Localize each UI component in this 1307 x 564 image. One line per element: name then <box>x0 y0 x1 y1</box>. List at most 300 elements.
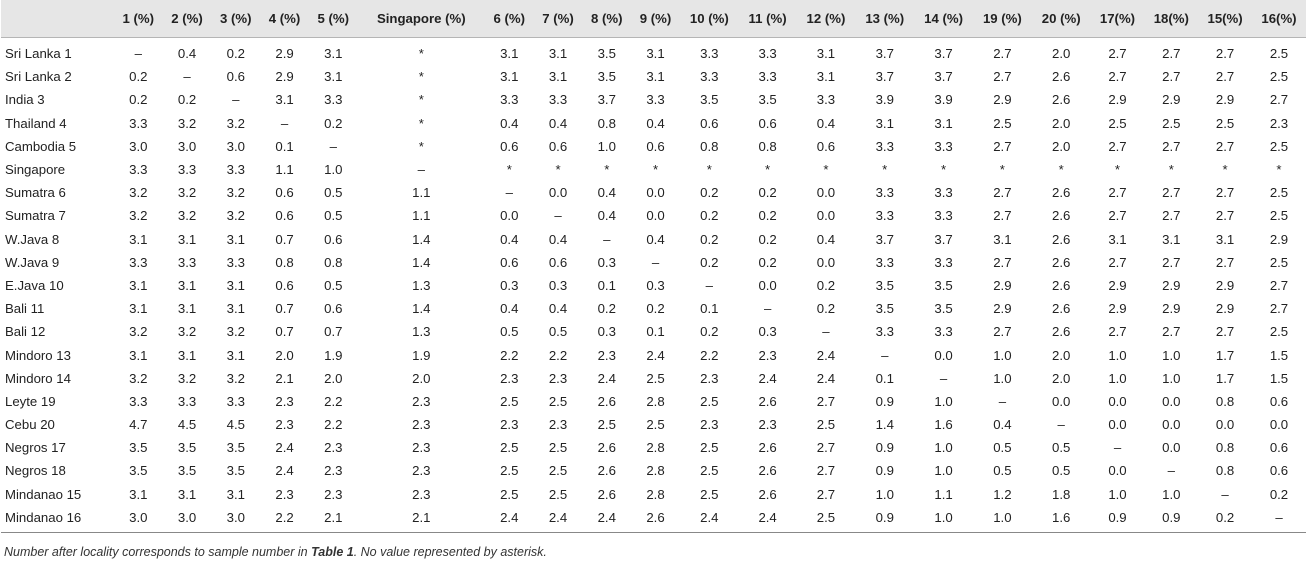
genetic-distance-table <box>1 0 1306 533</box>
table-cell: * <box>1168 162 1174 178</box>
table-cell: 3.3 <box>177 393 197 409</box>
table-cell: 2.5 <box>500 440 519 456</box>
table-cell: 2.4 <box>485 506 534 533</box>
table-cell: 3.5 <box>597 69 616 85</box>
table-cell: 0.2 <box>597 301 616 317</box>
table-cell: 0.2 <box>1269 486 1289 502</box>
table-cell: 3.2 <box>226 324 245 340</box>
table-cell: 3.3 <box>758 69 777 85</box>
table-cell: 3.3 <box>875 138 894 154</box>
table-cell: 3.1 <box>934 115 953 131</box>
table-cell: 2.7 <box>1108 324 1127 340</box>
table-cell: * <box>823 162 829 178</box>
table-row <box>1 204 1306 227</box>
table-cell: 2.5 <box>548 486 568 502</box>
column-header: 6 (%) <box>485 0 534 38</box>
table-cell: 3.3 <box>700 69 719 85</box>
table-cell: 2.6 <box>1052 254 1071 270</box>
table-cell: 3.2 <box>129 370 148 386</box>
table-cell: 2.7 <box>1108 185 1127 201</box>
table-cell: 2.7 <box>1108 138 1127 154</box>
table-row <box>1 413 1306 436</box>
table-cell: 1.4 <box>412 254 431 270</box>
table-cell: 2.6 <box>1052 208 1071 224</box>
table-cell: 2.7 <box>1269 277 1289 293</box>
table-cell: 0.6 <box>275 277 294 293</box>
row-locality-label: W.Java 9 <box>5 254 60 270</box>
table-cell: 2.5 <box>700 440 719 456</box>
row-locality-label: Cambodia 5 <box>5 138 77 154</box>
table-cell: 2.9 <box>1215 92 1235 108</box>
table-cell: 2.3 <box>412 417 431 433</box>
table-cell: 2.5 <box>1269 138 1289 154</box>
table-cell: 3.3 <box>177 162 197 178</box>
table-cell: 2.6 <box>1052 92 1071 108</box>
table-cell: 2.9 <box>1269 231 1289 247</box>
table-cell: – <box>998 393 1007 409</box>
table-row <box>1 38 1306 66</box>
table-cell: 3.3 <box>129 393 148 409</box>
table-cell: 0.2 <box>226 46 245 62</box>
table-cell: 0.4 <box>597 185 616 201</box>
table-cell: 2.9 <box>1162 92 1181 108</box>
table-cell: 2.8 <box>646 463 665 479</box>
table-row <box>1 158 1306 181</box>
table-cell: 0.8 <box>324 254 343 270</box>
table-cell: 2.9 <box>1215 277 1235 293</box>
table-cell: 2.5 <box>1269 185 1289 201</box>
header-locality <box>1 0 114 38</box>
table-cell: 2.3 <box>700 417 719 433</box>
table-cell: 3.3 <box>875 254 894 270</box>
table-cell: 1.0 <box>1162 486 1181 502</box>
table-cell: 2.0 <box>1052 115 1071 131</box>
table-cell: 3.3 <box>129 254 148 270</box>
row-locality-label: India 3 <box>5 92 45 108</box>
table-cell: 3.1 <box>324 69 343 85</box>
table-cell: 0.6 <box>500 138 519 154</box>
table-cell: 3.3 <box>700 46 719 62</box>
table-cell: * <box>1114 162 1121 178</box>
table-row <box>1 436 1306 459</box>
table-cell: 2.2 <box>500 347 519 363</box>
table-cell: 3.0 <box>163 506 212 533</box>
table-cell: 2.6 <box>758 463 777 479</box>
table-cell: 2.3 <box>412 486 431 502</box>
table-cell: 1.9 <box>324 347 343 363</box>
table-cell: 2.7 <box>993 208 1012 224</box>
table-cell: 2.3 <box>758 417 777 433</box>
table-cell: * <box>555 162 561 178</box>
table-cell: 2.3 <box>412 393 431 409</box>
table-cell: 3.1 <box>993 231 1012 247</box>
row-locality-label: Mindanao 15 <box>5 486 82 502</box>
table-cell: 2.4 <box>816 370 836 386</box>
table-cell: 2.7 <box>1162 254 1181 270</box>
table-reference-link[interactable]: Table 1 <box>311 545 354 559</box>
table-cell: 0.1 <box>875 370 894 386</box>
row-locality-label: Mindoro 13 <box>5 347 71 363</box>
table-cell: 2.4 <box>275 463 294 479</box>
table-cell: 0.3 <box>548 277 568 293</box>
table-cell: 4.5 <box>226 417 245 433</box>
table-cell: 3.2 <box>177 208 197 224</box>
table-cell: 2.5 <box>1108 115 1127 131</box>
row-locality-label: Sumatra 6 <box>5 185 66 201</box>
table-cell: 2.3 <box>275 486 294 502</box>
table-cell: * <box>999 162 1005 178</box>
table-cell: 2.3 <box>548 417 568 433</box>
table-cell: 0.3 <box>597 324 616 340</box>
table-cell: 2.7 <box>993 46 1012 62</box>
table-cell: 0.3 <box>758 324 777 340</box>
row-locality-label: Sri Lanka 2 <box>5 69 72 85</box>
table-cell: 2.3 <box>275 393 294 409</box>
table-cell: 3.7 <box>875 231 894 247</box>
table-cell: 2.5 <box>700 463 719 479</box>
table-cell: 0.6 <box>1269 463 1289 479</box>
row-locality-label: Sri Lanka 1 <box>5 46 72 62</box>
table-cell: 0.6 <box>275 185 294 201</box>
table-row <box>1 459 1306 482</box>
table-cell: 1.0 <box>934 393 953 409</box>
table-cell: 0.5 <box>500 324 519 340</box>
table-cell: * <box>418 69 424 85</box>
table-cell: 3.3 <box>934 208 953 224</box>
table-cell: 3.5 <box>875 277 894 293</box>
table-cell: 0.4 <box>177 46 197 62</box>
table-cell: 3.0 <box>114 506 163 533</box>
column-header: 13 (%) <box>855 0 914 38</box>
table-cell: 0.7 <box>324 324 343 340</box>
table-cell: 0.6 <box>758 115 777 131</box>
table-cell: 3.9 <box>934 92 953 108</box>
table-cell: 3.1 <box>129 277 148 293</box>
table-cell: 0.4 <box>548 115 568 131</box>
table-cell: 1.4 <box>875 417 894 433</box>
table-cell: 0.0 <box>646 185 665 201</box>
table-cell: 2.0 <box>412 370 431 386</box>
table-cell: 2.2 <box>324 417 343 433</box>
table-cell: 2.7 <box>1162 324 1181 340</box>
table-cell: 3.3 <box>548 92 568 108</box>
table-cell: 2.7 <box>1162 138 1181 154</box>
table-cell: 2.7 <box>1162 208 1181 224</box>
table-cell: 0.4 <box>500 301 519 317</box>
table-cell: 3.3 <box>934 324 953 340</box>
table-cell: 3.3 <box>500 92 519 108</box>
footnote-text-after: . No value represented by asterisk. <box>353 545 547 559</box>
table-cell: 2.9 <box>993 92 1012 108</box>
table-cell: 0.6 <box>548 254 568 270</box>
table-cell: 0.8 <box>275 254 294 270</box>
table-cell: 3.1 <box>816 69 836 85</box>
table-cell: 2.7 <box>1108 208 1127 224</box>
row-locality-label: E.Java 10 <box>5 277 64 293</box>
table-cell: 1.1 <box>934 486 953 502</box>
table-cell: 0.4 <box>646 115 665 131</box>
table-cell: 3.0 <box>177 138 197 154</box>
table-cell: 0.4 <box>646 231 665 247</box>
table-cell: 3.3 <box>226 254 245 270</box>
table-cell: 2.8 <box>646 486 665 502</box>
table-cell: 0.2 <box>700 185 719 201</box>
table-cell: 3.0 <box>211 506 260 533</box>
table-cell: 2.5 <box>1162 115 1181 131</box>
table-cell: 2.7 <box>1162 46 1181 62</box>
table-cell: 0.8 <box>1215 463 1235 479</box>
table-cell: 3.1 <box>875 115 894 131</box>
table-cell: 2.9 <box>1108 92 1127 108</box>
table-cell: – <box>1057 417 1065 433</box>
table-cell: 0.4 <box>500 115 519 131</box>
table-cell: 0.2 <box>816 301 836 317</box>
table-cell: 0.4 <box>816 231 836 247</box>
table-cell: 2.7 <box>993 324 1012 340</box>
table-cell: 2.7 <box>1215 208 1235 224</box>
table-cell: 3.2 <box>226 185 245 201</box>
table-cell: 0.1 <box>275 138 294 154</box>
table-cell: 0.3 <box>597 254 616 270</box>
table-cell: 0.4 <box>993 417 1012 433</box>
table-cell: 2.7 <box>993 185 1012 201</box>
table-cell: 3.1 <box>129 486 148 502</box>
table-cell: 0.2 <box>758 185 777 201</box>
table-cell: 2.7 <box>1215 185 1235 201</box>
table-cell: 2.4 <box>680 506 739 533</box>
table-cell: 0.4 <box>597 208 616 224</box>
table-cell: 0.9 <box>875 393 894 409</box>
table-cell: – <box>554 208 562 224</box>
table-cell: 0.8 <box>597 115 616 131</box>
table-cell: 2.2 <box>260 506 309 533</box>
column-header: 20 (%) <box>1032 0 1091 38</box>
row-locality-label: W.Java 8 <box>5 231 60 247</box>
table-cell: 0.2 <box>700 231 719 247</box>
row-locality-label: Singapore <box>5 162 66 178</box>
table-cell: 0.4 <box>816 115 836 131</box>
table-header <box>1 0 1306 38</box>
table-cell: 2.5 <box>597 417 616 433</box>
table-cell: 1.4 <box>412 301 431 317</box>
table-cell: 2.2 <box>548 347 568 363</box>
column-header: 7 (%) <box>534 0 583 38</box>
table-cell: 2.5 <box>1269 69 1289 85</box>
table-cell: 0.1 <box>597 277 616 293</box>
table-cell: 0.7 <box>275 324 294 340</box>
table-row <box>1 88 1306 111</box>
table-cell: 0.2 <box>758 231 777 247</box>
table-cell: 0.6 <box>816 138 836 154</box>
table-cell: 0.0 <box>1215 417 1235 433</box>
table-cell: 3.5 <box>177 440 197 456</box>
table-cell: 0.7 <box>275 301 294 317</box>
table-cell: 1.8 <box>1052 486 1071 502</box>
table-cell: 1.7 <box>1215 370 1235 386</box>
table-cell: 2.0 <box>324 370 343 386</box>
column-header: 8 (%) <box>582 0 631 38</box>
table-cell: 0.0 <box>1162 440 1181 456</box>
table-cell: – <box>505 185 513 201</box>
table-cell: 1.1 <box>412 185 431 201</box>
table-cell: 2.9 <box>993 301 1012 317</box>
table-cell: 1.0 <box>993 370 1012 386</box>
table-cell: 3.1 <box>1215 231 1235 247</box>
table-cell: 3.7 <box>934 69 953 85</box>
table-cell: 3.5 <box>129 440 148 456</box>
table-cell: 2.6 <box>597 463 616 479</box>
table-cell: 2.5 <box>646 370 665 386</box>
table-cell: 2.4 <box>597 370 616 386</box>
column-header: 2 (%) <box>163 0 212 38</box>
table-cell: 3.2 <box>226 370 245 386</box>
table-cell: 2.5 <box>816 417 836 433</box>
table-cell: 3.1 <box>177 231 197 247</box>
table-cell: 2.5 <box>1269 254 1289 270</box>
table-cell: 1.0 <box>993 347 1012 363</box>
table-cell: 0.0 <box>1162 417 1181 433</box>
table-cell: – <box>1167 463 1175 479</box>
table-cell: 3.5 <box>226 440 245 456</box>
table-cell: 0.0 <box>934 347 953 363</box>
table-cell: 0.0 <box>1162 393 1181 409</box>
table-cell: * <box>1222 162 1228 178</box>
table-cell: 0.0 <box>816 208 836 224</box>
table-cell: 2.7 <box>1162 185 1181 201</box>
table-cell: 1.5 <box>1269 347 1289 363</box>
table-cell: 3.3 <box>177 254 197 270</box>
table-cell: 3.0 <box>129 138 148 154</box>
table-cell: 1.9 <box>412 347 431 363</box>
table-cell: 3.7 <box>934 231 953 247</box>
table-cell: 3.3 <box>226 162 245 178</box>
table-cell: 1.0 <box>934 463 953 479</box>
table-cell: 0.0 <box>1052 393 1071 409</box>
table-cell: 0.5 <box>1052 440 1071 456</box>
table-cell: 0.6 <box>500 254 519 270</box>
table-cell: 2.7 <box>1162 69 1181 85</box>
table-row <box>1 320 1306 343</box>
table-row <box>1 367 1306 390</box>
row-locality-label: Thailand 4 <box>5 115 67 131</box>
table-cell: 3.1 <box>1162 231 1181 247</box>
table-cell: 2.6 <box>758 440 777 456</box>
table-cell: – <box>705 277 713 293</box>
table-cell: 2.9 <box>1162 301 1181 317</box>
table-cell: 3.7 <box>597 92 616 108</box>
table-row <box>1 297 1306 320</box>
table-cell: 3.1 <box>646 46 665 62</box>
table-cell: 2.7 <box>1108 69 1127 85</box>
table-cell: 3.3 <box>129 162 148 178</box>
table-cell: 2.6 <box>1052 185 1071 201</box>
table-cell: 3.1 <box>646 69 665 85</box>
table-cell: 3.3 <box>129 115 148 131</box>
table-cell: 3.3 <box>646 92 665 108</box>
column-header: 14 (%) <box>914 0 973 38</box>
row-locality-label: Sumatra 7 <box>5 208 66 224</box>
table-cell: 2.3 <box>324 486 343 502</box>
table-cell: 0.4 <box>548 231 568 247</box>
table-cell: 3.5 <box>758 92 777 108</box>
table-cell: 0.0 <box>1108 393 1127 409</box>
table-cell: 0.2 <box>324 115 343 131</box>
table-cell: 3.1 <box>129 347 148 363</box>
table-cell: 0.9 <box>1144 506 1198 533</box>
table-cell: 2.7 <box>816 440 836 456</box>
table-cell: 0.2 <box>758 208 777 224</box>
table-cell: 2.4 <box>534 506 583 533</box>
table-cell: 2.9 <box>1108 277 1127 293</box>
table-cell: 0.5 <box>324 277 343 293</box>
table-cell: 0.2 <box>700 208 719 224</box>
table-cell: 2.9 <box>1215 301 1235 317</box>
table-cell: 3.3 <box>934 254 953 270</box>
table-cell: 0.2 <box>758 254 777 270</box>
table-cell: 1.0 <box>1108 370 1127 386</box>
table-cell: – <box>232 92 240 108</box>
table-cell: – <box>183 69 191 85</box>
table-cell: 2.5 <box>500 393 519 409</box>
table-cell: – <box>1252 506 1306 533</box>
table-cell: 1.2 <box>993 486 1012 502</box>
table-cell: 2.7 <box>993 69 1012 85</box>
table-cell: 2.1 <box>309 506 358 533</box>
table-cell: 0.5 <box>1052 463 1071 479</box>
table-cell: * <box>506 162 512 178</box>
table-cell: 0.9 <box>855 506 914 533</box>
table-cell: 2.3 <box>324 440 343 456</box>
table-cell: 0.2 <box>129 69 148 85</box>
table-cell: 0.8 <box>758 138 777 154</box>
table-cell: 1.0 <box>934 440 953 456</box>
table-body <box>1 38 1306 533</box>
table-cell: 2.3 <box>700 370 719 386</box>
table-cell: 2.1 <box>275 370 294 386</box>
table-cell: * <box>706 162 712 178</box>
table-cell: 1.7 <box>1215 347 1235 363</box>
table-cell: 2.5 <box>1269 208 1289 224</box>
row-locality-label: Leyte 19 <box>5 393 56 409</box>
table-cell: * <box>604 162 610 178</box>
table-cell: 2.7 <box>816 486 836 502</box>
table-cell: 2.5 <box>548 463 568 479</box>
table-cell: 2.7 <box>1269 92 1289 108</box>
table-cell: 2.7 <box>1269 301 1289 317</box>
table-cell: 2.3 <box>758 347 777 363</box>
table-cell: 2.3 <box>412 440 431 456</box>
table-cell: 3.3 <box>875 185 894 201</box>
table-cell: 0.6 <box>700 115 719 131</box>
row-locality-label: Bali 12 <box>5 324 46 340</box>
column-header: 5 (%) <box>309 0 358 38</box>
table-cell: 2.0 <box>1052 138 1071 154</box>
table-cell: 4.7 <box>129 417 148 433</box>
table-row <box>1 181 1306 204</box>
table-cell: 3.1 <box>226 231 245 247</box>
table-cell: 3.1 <box>226 347 245 363</box>
table-cell: 1.0 <box>1162 370 1181 386</box>
table-cell: 1.6 <box>934 417 953 433</box>
table-cell: 3.3 <box>934 138 953 154</box>
table-cell: 2.7 <box>816 393 836 409</box>
table-cell: 2.2 <box>700 347 719 363</box>
table-cell: * <box>940 162 947 178</box>
table-cell: – <box>329 138 337 154</box>
table-cell: 0.6 <box>646 138 665 154</box>
table-row <box>1 274 1306 297</box>
table-row <box>1 135 1306 158</box>
